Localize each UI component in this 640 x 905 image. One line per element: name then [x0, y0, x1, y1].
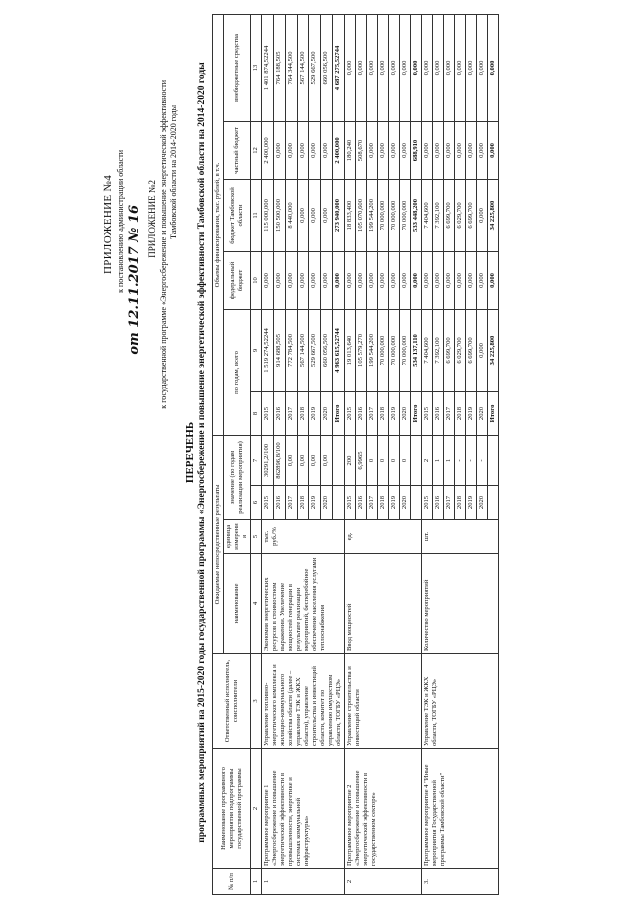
finance-year: 2015 — [422, 391, 433, 435]
result-unit: шт. — [422, 520, 499, 554]
result-value: 2 — [422, 435, 433, 485]
finance-federal: 0,000 — [367, 251, 378, 309]
finance-year: Итого — [488, 391, 499, 435]
finance-year: 2017 — [285, 391, 297, 435]
finance-federal: 0,000 — [477, 251, 488, 309]
result-name: Количество мероприятий — [422, 554, 499, 654]
finance-regional: 199 544,200 — [367, 179, 378, 251]
finance-total: 529 667,500 — [309, 309, 321, 391]
finance-extrabudgetary: 0,000 — [378, 14, 389, 121]
result-value: 0,00 — [321, 435, 333, 485]
finance-regional: 18 833,400 — [345, 179, 356, 251]
finance-federal: 0,000 — [345, 251, 356, 309]
finance-total: 6 699,700 — [444, 309, 455, 391]
measure-responsible: Управление топливно-энергетического комплекса и жилищно-коммунального хозяйства области (далее – управление ТЭК и ЖКХ области), управление строительства и инвестиций области, комитет по управлению имуществом области, ТОГБУ «РЦЭ» — [262, 654, 345, 749]
document-subtitle: программных мероприятий на 2015-2020 годы государственной программы «Энергосбережение и повышение энергетической эффективности Тамбовской области на 2014-2020 годы — [197, 62, 207, 843]
table-body — [251, 14, 499, 894]
finance-private: 688,910 — [411, 121, 422, 179]
result-year: 2015 — [262, 486, 274, 520]
finance-private: 0,000 — [389, 121, 400, 179]
finance-total: 772 784,500 — [285, 309, 297, 391]
finance-total: 7 392,100 — [433, 309, 444, 391]
result-value: 0 — [389, 435, 400, 485]
measure-number: 1 — [262, 869, 345, 895]
result-year — [411, 486, 422, 520]
col-results-group: Ожидаемые непосредственные результаты — [213, 435, 224, 653]
result-value — [333, 435, 345, 485]
measure-name: Программное мероприятие 4 "Иные мероприятия Государственной программы Тамбовской области" — [422, 749, 499, 869]
finance-private: 0,000 — [444, 121, 455, 179]
result-value: - — [477, 435, 488, 485]
finance-federal: 0,000 — [488, 251, 499, 309]
finance-year: 2016 — [273, 391, 285, 435]
finance-federal: 0,000 — [389, 251, 400, 309]
finance-extrabudgetary: 0,000 — [433, 14, 444, 121]
finance-federal: 0,000 — [285, 251, 297, 309]
col-number: 4 — [251, 554, 262, 654]
finance-regional: 0,000 — [477, 179, 488, 251]
financing-group-label: Объемы финансирования, тыс. рублей, — [214, 178, 221, 288]
finance-year: 2018 — [297, 391, 309, 435]
finance-federal: 0,000 — [356, 251, 367, 309]
finance-regional: 7 392,100 — [433, 179, 444, 251]
finance-total: 105 579,270 — [356, 309, 367, 391]
finance-federal: 0,000 — [466, 251, 477, 309]
finance-year: 2019 — [466, 391, 477, 435]
col-extrabudgetary: внебюджетные средства — [224, 14, 251, 121]
finance-federal: 0,000 — [297, 251, 309, 309]
result-year: 2018 — [378, 486, 389, 520]
col-result-unit: единица измерения — [224, 520, 251, 554]
finance-private: 0,000 — [378, 121, 389, 179]
col-private: частный бюджет — [224, 121, 251, 179]
finance-extrabudgetary: 0,000 — [345, 14, 356, 121]
appendix-2-heading: ПРИЛОЖЕНИЕ №2 — [147, 180, 157, 258]
finance-private: 0,000 — [297, 121, 309, 179]
result-year: 2017 — [444, 486, 455, 520]
finance-extrabudgetary: 0,000 — [356, 14, 367, 121]
finance-extrabudgetary: 0,000 — [444, 14, 455, 121]
finance-private: 0,000 — [433, 121, 444, 179]
finance-extrabudgetary: 1 401 874,52244 — [262, 14, 274, 121]
finance-total: 7 404,600 — [422, 309, 433, 391]
result-value: 862896,8/100 — [273, 435, 285, 485]
col-responsible: Ответственный исполнитель, соисполнители — [213, 654, 251, 749]
result-value: 0 — [378, 435, 389, 485]
finance-regional: 34 225,800 — [488, 179, 499, 251]
finance-regional: 6 029,700 — [455, 179, 466, 251]
col-number: 9 — [251, 309, 262, 391]
finance-total: 914 688,505 — [273, 309, 285, 391]
table-row — [422, 14, 433, 894]
finance-federal: 0,000 — [444, 251, 455, 309]
finance-regional: 533 448,200 — [411, 179, 422, 251]
finance-year: 2019 — [389, 391, 400, 435]
finance-private: 0,000 — [488, 121, 499, 179]
result-value — [411, 435, 422, 485]
finance-extrabudgetary: 0,000 — [488, 14, 499, 121]
result-value: 200 — [345, 435, 356, 485]
result-value: 6,9965 — [356, 435, 367, 485]
finance-total: 1 519 274,52244 — [262, 309, 274, 391]
finance-regional: 105 070,600 — [356, 179, 367, 251]
finance-total: 199 544,200 — [367, 309, 378, 391]
finance-extrabudgetary: 0,000 — [422, 14, 433, 121]
finance-year: 2017 — [367, 391, 378, 435]
finance-year: 2016 — [356, 391, 367, 435]
finance-year: 2020 — [400, 391, 411, 435]
finance-federal: 0,000 — [433, 251, 444, 309]
finance-federal: 0,000 — [422, 251, 433, 309]
finance-private: 2 400,000 — [333, 121, 345, 179]
finance-private: 180,240 — [345, 121, 356, 179]
finance-regional: 70 000,000 — [389, 179, 400, 251]
col-financing-group — [213, 14, 224, 435]
handwritten-date-number: от 12.11.2017 № 16 — [127, 205, 142, 355]
result-year: 2020 — [477, 486, 488, 520]
finance-extrabudgetary: 0,000 — [367, 14, 378, 121]
finance-year: 2020 — [321, 391, 333, 435]
col-number: 8 — [251, 391, 262, 435]
finance-total: 6 029,700 — [455, 309, 466, 391]
finance-year: 2017 — [444, 391, 455, 435]
finance-federal: 0,000 — [321, 251, 333, 309]
finance-private: 0,000 — [321, 121, 333, 179]
measure-number: 3. — [422, 869, 499, 895]
finance-extrabudgetary: 0,000 — [400, 14, 411, 121]
finance-total: 70 000,000 — [378, 309, 389, 391]
col-no: № п/п — [213, 869, 251, 895]
finance-total: 0,000 — [477, 309, 488, 391]
result-unit: тыс. руб./% — [262, 520, 345, 554]
finance-federal: 0,000 — [455, 251, 466, 309]
finance-total: 70 000,000 — [400, 309, 411, 391]
finance-regional: 115 000,000 — [262, 179, 274, 251]
col-number: 12 — [251, 121, 262, 179]
finance-private: 0,000 — [477, 121, 488, 179]
document-title: ПЕРЕЧЕНЬ — [184, 421, 196, 484]
result-name: Экономия энергетических ресурсов в стоимостном выражении. Увеличение мощностей генерации в результате реализации мероприятий, бесперебойное обеспечение населения услугами теплоснабжения — [262, 554, 345, 654]
result-year: 2019 — [389, 486, 400, 520]
result-value: 0,00 — [285, 435, 297, 485]
appendix-4-subtitle: к постановлению администрации области — [116, 150, 125, 293]
col-regional: бюджет Тамбовской области — [224, 179, 251, 251]
result-year: 2016 — [273, 486, 285, 520]
finance-total: 534 137,110 — [411, 309, 422, 391]
col-number: 1 — [251, 869, 262, 895]
finance-private: 0,000 — [466, 121, 477, 179]
finance-private: 0,000 — [455, 121, 466, 179]
result-value: 1 — [444, 435, 455, 485]
finance-regional: 70 000,000 — [400, 179, 411, 251]
result-year: 2019 — [309, 486, 321, 520]
financing-sub-label: в т.ч. — [214, 162, 221, 177]
col-number: 6 — [251, 486, 262, 520]
table-row — [345, 14, 356, 894]
finance-private: 0,000 — [285, 121, 297, 179]
finance-federal: 0,000 — [309, 251, 321, 309]
col-year-total: по годам, всего — [224, 309, 251, 435]
col-result-name: наименование — [224, 554, 251, 654]
result-value: 0,00 — [309, 435, 321, 485]
finance-year: 2018 — [455, 391, 466, 435]
finance-extrabudgetary: 0,000 — [455, 14, 466, 121]
finance-year: 2019 — [309, 391, 321, 435]
finance-regional: 7 404,600 — [422, 179, 433, 251]
appendix-4-heading: ПРИЛОЖЕНИЕ №4 — [102, 175, 114, 274]
result-value — [488, 435, 499, 485]
table-row — [262, 14, 274, 894]
finance-total: 34 225,800 — [488, 309, 499, 391]
finance-federal: 0,000 — [273, 251, 285, 309]
result-value: 0 — [400, 435, 411, 485]
result-year: 2016 — [433, 486, 444, 520]
result-unit: ед. — [345, 520, 422, 554]
result-year: 2020 — [400, 486, 411, 520]
finance-total: 70 000,000 — [389, 309, 400, 391]
appendix-2-line-1: к государственной программе «Энергосбережение и повышение энергетической эффективности — [159, 80, 168, 409]
result-year: 2017 — [367, 486, 378, 520]
appendix-2-line-2: Тамбовской области на 2014-2020 годы — [169, 105, 178, 239]
finance-regional: 6 699,700 — [466, 179, 477, 251]
result-year: 2018 — [455, 486, 466, 520]
finance-regional: 273 940,000 — [333, 179, 345, 251]
col-number: 11 — [251, 179, 262, 251]
measure-number: 2 — [345, 869, 422, 895]
col-result-value: значение (по годам реализации мероприятия) — [224, 435, 251, 519]
col-name: Наименование программного мероприятия подпрограммы государственной программы — [213, 749, 251, 869]
finance-total: 19 013,640 — [345, 309, 356, 391]
result-year: 2015 — [345, 486, 356, 520]
finance-private: 508,670 — [356, 121, 367, 179]
finance-year: 2016 — [433, 391, 444, 435]
finance-federal: 0,000 — [378, 251, 389, 309]
finance-extrabudgetary: 4 687 275,52744 — [333, 14, 345, 121]
column-numbers-row — [251, 14, 262, 894]
finance-private: 0,000 — [273, 121, 285, 179]
finance-regional: 150 500,000 — [273, 179, 285, 251]
finance-private: 0,000 — [422, 121, 433, 179]
finance-regional: 0,000 — [309, 179, 321, 251]
result-year: 2017 — [285, 486, 297, 520]
finance-extrabudgetary: 764 344,500 — [285, 14, 297, 121]
finance-federal: 0,000 — [333, 251, 345, 309]
finance-extrabudgetary: 567 144,500 — [297, 14, 309, 121]
finance-extrabudgetary: 0,000 — [466, 14, 477, 121]
result-year — [488, 486, 499, 520]
measure-responsible: Управление строительства и инвестиций области — [345, 654, 422, 749]
finance-regional: 70 000,000 — [378, 179, 389, 251]
result-name: Ввод мощностей — [345, 554, 422, 654]
result-value: 30291,2/100 — [262, 435, 274, 485]
finance-federal: 0,000 — [400, 251, 411, 309]
finance-year: Итого — [411, 391, 422, 435]
finance-regional: 6 699,700 — [444, 179, 455, 251]
measure-name: Программное мероприятие 2 «Энергосбережение и повышение энергетической эффективности в государственном секторе» — [345, 749, 422, 869]
result-year: 2018 — [297, 486, 309, 520]
finance-federal: 0,000 — [411, 251, 422, 309]
col-federal: федеральный бюджет — [224, 251, 251, 309]
finance-extrabudgetary: 0,000 — [477, 14, 488, 121]
finance-regional: 0,000 — [297, 179, 309, 251]
finance-extrabudgetary: 660 056,500 — [321, 14, 333, 121]
result-year — [333, 486, 345, 520]
finance-total: 660 056,500 — [321, 309, 333, 391]
finance-private: 0,000 — [400, 121, 411, 179]
finance-year: 2015 — [345, 391, 356, 435]
result-value: 0,00 — [297, 435, 309, 485]
finance-regional: 8 440,000 — [285, 179, 297, 251]
col-number: 10 — [251, 251, 262, 309]
finance-total: 4 963 615,52744 — [333, 309, 345, 391]
finance-private: 2 400,000 — [262, 121, 274, 179]
finance-year: 2018 — [378, 391, 389, 435]
finance-regional: 0,000 — [321, 179, 333, 251]
result-year: 2020 — [321, 486, 333, 520]
col-number: 3 — [251, 654, 262, 749]
result-year: 2015 — [422, 486, 433, 520]
measure-responsible: Управление ТЭК и ЖКХ области, ТОГБУ «РЦЭ» — [422, 654, 499, 749]
finance-private: 0,000 — [309, 121, 321, 179]
col-number: 7 — [251, 435, 262, 485]
col-number: 13 — [251, 14, 262, 121]
finance-federal: 0,000 — [262, 251, 274, 309]
finance-total: 6 699,700 — [466, 309, 477, 391]
finance-extrabudgetary: 764 188,505 — [273, 14, 285, 121]
result-value: - — [455, 435, 466, 485]
result-year: 2016 — [356, 486, 367, 520]
finance-extrabudgetary: 0,000 — [411, 14, 422, 121]
measures-table — [212, 14, 499, 895]
finance-year: Итого — [333, 391, 345, 435]
finance-extrabudgetary: 0,000 — [389, 14, 400, 121]
result-value: - — [466, 435, 477, 485]
col-number: 2 — [251, 749, 262, 869]
col-number: 5 — [251, 520, 262, 554]
finance-private: 0,000 — [367, 121, 378, 179]
finance-year: 2015 — [262, 391, 274, 435]
result-year: 2019 — [466, 486, 477, 520]
finance-total: 567 144,500 — [297, 309, 309, 391]
finance-year: 2020 — [477, 391, 488, 435]
finance-extrabudgetary: 529 667,500 — [309, 14, 321, 121]
result-value: 0 — [367, 435, 378, 485]
measure-name: Программное мероприятие 1 «Энергосбережение и повышение энергетической эффективности в промышленности, энергетике и системах коммунальной инфраструктуры» — [262, 749, 345, 869]
result-value: 1 — [433, 435, 444, 485]
